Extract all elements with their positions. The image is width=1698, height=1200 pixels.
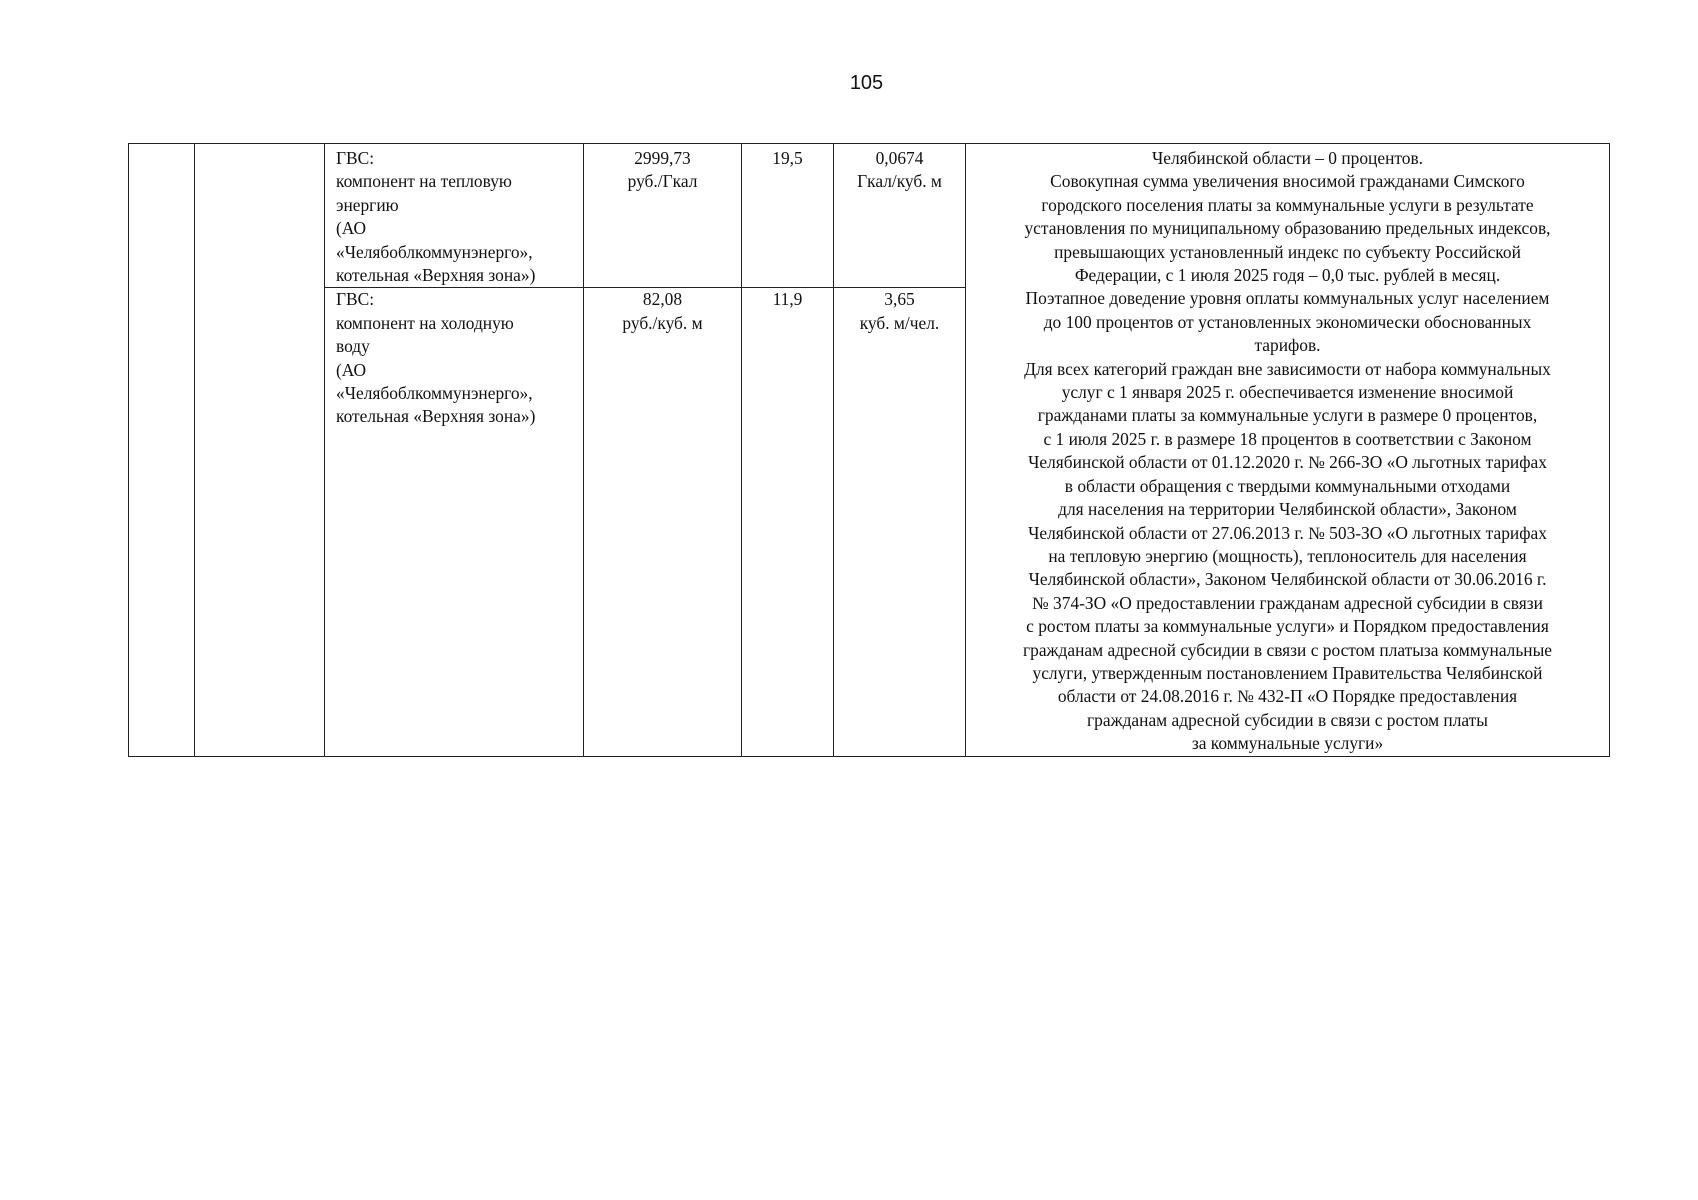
tariff-table [128, 143, 1610, 757]
notes-line: Федерации, с 1 июля 2025 годя – 0,0 тыс. рублей в месяц. [1074, 265, 1501, 286]
empty-cell-number [129, 144, 195, 757]
notes-line: гражданам адресной субсидии в связи с ростом платыза коммунальные [1022, 639, 1553, 660]
notes-line: Челябинской области от 01.12.2020 г. № 266-ЗО «О льготных тарифах [1028, 452, 1547, 473]
notes-line: № 374-ЗО «О предоставлении гражданам адресной субсидии в связи [1032, 592, 1543, 613]
service-line: (АО [336, 218, 367, 239]
service-cell [325, 144, 584, 288]
notes-line: на тепловую энергию (мощность), теплоноситель для населения [1048, 545, 1527, 566]
service-line: котельная «Верхняя зона») [336, 406, 536, 427]
notes-line: гражданами платы за коммунальные услуги в размере 0 процентов, [1037, 405, 1538, 426]
tariff-value: 82,08 [642, 289, 683, 310]
notes-line: Челябинской области от 27.06.2013 г. № 503-ЗО «О льготных тарифах [1028, 522, 1547, 543]
service-line: компонент на холодную [336, 312, 514, 333]
service-line: (АО [336, 359, 367, 380]
tariff-unit: руб./куб. м [622, 312, 703, 333]
percent-cell [742, 288, 834, 756]
percent-value: 11,9 [772, 289, 803, 310]
notes-line: тарифов. [1254, 335, 1321, 356]
service-line: энергию [336, 194, 399, 215]
service-line: компонент на тепловую [336, 171, 512, 192]
notes-line: городского поселения платы за коммунальные услуги в результате [1041, 194, 1534, 215]
percent-value: 19,5 [772, 148, 803, 168]
empty-cell-municipality [195, 144, 325, 757]
notes-line: гражданам адресной субсидии в связи с ростом платы [1087, 709, 1488, 730]
service-line: воду [336, 336, 370, 357]
service-line: «Челябоблкоммунэнерго», [336, 383, 533, 404]
tariff-value: 2999,73 [634, 148, 691, 168]
notes-line: с ростом платы за коммунальные услуги» и Порядком предоставления [1026, 616, 1549, 637]
notes-line: Для всех категорий граждан вне зависимости от набора коммунальных [1024, 358, 1551, 379]
tariff-cell [584, 288, 742, 756]
notes-line: Поэтапное доведение уровня оплаты коммунальных услуг населением [1025, 288, 1550, 309]
notes-line: услуги, утвержденным постановлением Правительства Челябинской [1032, 662, 1543, 683]
notes-line: установления по муниципальному образованию предельных индексов, [1024, 218, 1551, 239]
page-number: 105 [849, 72, 884, 94]
norm-cell [834, 144, 966, 288]
service-cell [325, 288, 584, 756]
notes-line: области от 24.08.2016 г. № 432-П «О Порядке предоставления [1057, 686, 1518, 707]
table-row [129, 144, 1610, 288]
norm-unit: Гкал/куб. м [857, 171, 942, 192]
tariff-unit: руб./Гкал [627, 171, 698, 192]
service-line: ГВС: [336, 148, 375, 168]
notes-line: Челябинской области», Законом Челябинской области от 30.06.2016 г. [1028, 569, 1547, 590]
notes-line: с 1 июля 2025 г. в размере 18 процентов в соответствии с Законом [1043, 428, 1532, 449]
notes-line: услуг с 1 января 2025 г. обеспечивается изменение вносимой [1061, 382, 1514, 403]
service-line: котельная «Верхняя зона») [336, 265, 536, 286]
norm-cell [834, 288, 966, 756]
notes-line: для населения на территории Челябинской области», Законом [1058, 499, 1517, 520]
service-line: «Челябоблкоммунэнерго», [336, 241, 533, 262]
notes-line: за коммунальные услуги» [1191, 733, 1384, 754]
notes-line: превышающих установленный индекс по субъекту Российской [1054, 241, 1521, 262]
norm-value: 3,65 [884, 289, 915, 310]
notes-cell [966, 144, 1610, 757]
notes-line: Совокупная сумма увеличения вносимой гражданами Симского [1050, 171, 1525, 192]
norm-unit: куб. м/чел. [859, 312, 940, 333]
percent-cell [742, 144, 834, 288]
notes-line: до 100 процентов от установленных экономически обоснованных [1043, 311, 1532, 332]
notes-line: в области обращения с твердыми коммунальными отходами [1064, 475, 1511, 496]
norm-value: 0,0674 [875, 148, 924, 168]
notes-line: Челябинской области – 0 процентов. [1151, 148, 1423, 168]
tariff-cell [584, 144, 742, 288]
service-line: ГВС: [336, 289, 375, 310]
